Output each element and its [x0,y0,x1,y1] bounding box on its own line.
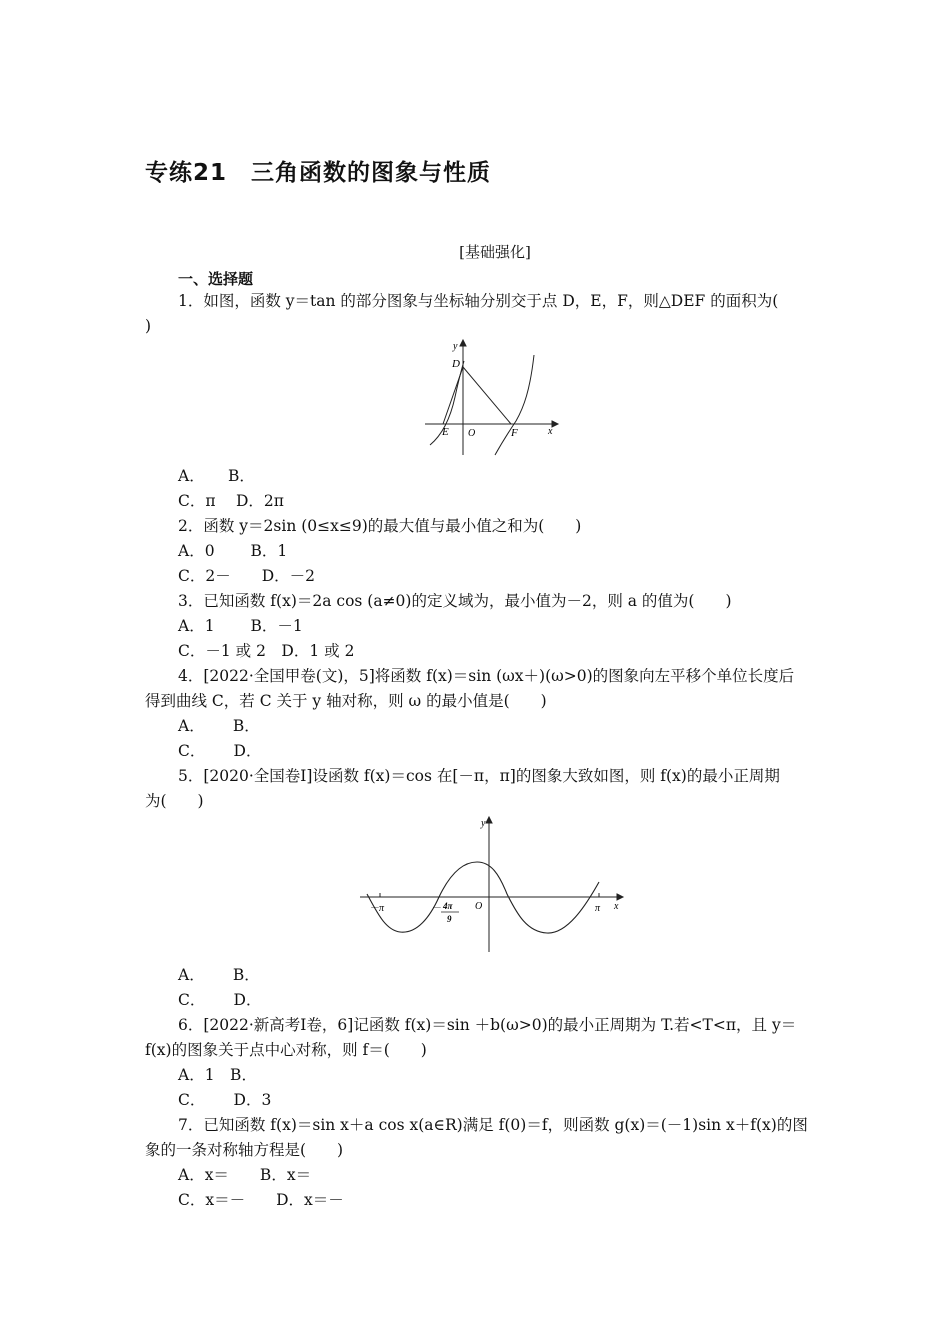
cos-curve [367,862,599,933]
question-5-options-cd: C． D． [178,991,262,1009]
point-e-label: E [442,426,449,438]
origin-label: O [468,428,476,439]
question-1-text: 1．如图，函数 y＝tan 的部分图象与坐标轴分别交于点 D，E，F，则△DEF 的面积为( [178,292,779,310]
point-d-label: D [452,358,460,370]
question-7-options-ab: A．x＝ B．x＝ [178,1166,312,1184]
question-5-text: 5．[2020·全国卷Ⅰ]设函数 f(x)＝cos 在[－π，π]的图象大致如图，则 f(x)的最小正周期 [178,767,780,785]
question-5-text-cont: 为( ) [145,792,204,810]
figure-cos-graph [355,812,630,957]
page-title: 专练21 三角函数的图象与性质 [145,160,492,186]
question-6-text: 6．[2022·新高考Ⅰ卷，6]记函数 f(x)＝sin ＋b(ω>0)的最小正周期为 T.若<T<π，且 y＝ [178,1016,797,1034]
question-3-options-cd: C．－1 或 2 D．1 或 2 [178,642,355,660]
question-5-options-ab: A． B． [178,966,260,984]
x-arrow [552,421,558,427]
question-4-text-cont: 得到曲线 C，若 C 关于 y 轴对称，则 ω 的最小值是( ) [145,692,547,710]
pi-label: π [595,903,601,914]
question-4-options-ab: A． B． [178,717,260,735]
figure-tan-graph [420,335,560,460]
x-arrow [617,894,623,900]
point-f-label: F [511,427,518,439]
section-heading: [基础强化] [459,243,531,261]
frac-minus: － [431,903,441,914]
question-4-text: 4．[2022·全国甲卷(文)，5]将函数 f(x)＝sin (ωx＋)(ω>0)的图象向左平移个单位长度后 [178,667,795,685]
question-1-options-cd: C．π D．2π [178,492,284,510]
question-6-options-ab: A．1 B． [178,1066,257,1084]
question-7-text: 7．已知函数 f(x)＝sin x＋a cos x(a∈R)满足 f(0)＝f，则函数 g(x)＝(－1)sin x＋f(x)的图 [178,1116,808,1134]
frac-denominator: 9 [447,914,452,924]
neg-pi-label: －π [369,903,385,914]
question-7-text-cont: 象的一条对称轴方程是( ) [145,1141,344,1159]
origin-label: O [475,901,483,912]
triangle-edge-de [443,367,463,424]
triangle-edge-df [463,367,511,424]
question-2-options-ab: A．0 B．1 [178,542,288,560]
question-7-options-cd: C．x＝－ D．x＝－ [178,1191,344,1209]
question-3-options-ab: A．1 B．－1 [178,617,303,635]
tan-branch-right [495,355,534,455]
question-2-text: 2．函数 y＝2sin (0≤x≤9)的最大值与最小值之和为( ) [178,517,582,535]
question-2-options-cd: C．2－ D．－2 [178,567,316,585]
question-4-options-cd: C． D． [178,742,262,760]
x-axis-label: x [614,901,619,912]
frac-numerator: 4π [443,901,453,911]
question-6-options-cd: C． D．3 [178,1091,272,1109]
question-1-options-ab: A． B． [178,467,255,485]
y-arrow [486,817,492,823]
y-arrow [460,340,466,346]
question-3-text: 3．已知函数 f(x)＝2a cos (a≠0)的定义域为，最小值为－2，则 a 的值为( ) [178,592,732,610]
y-axis-label: y [481,818,486,829]
y-axis-label: y [453,341,458,352]
question-6-text-cont: f(x)的图象关于点中心对称，则 f＝( ) [145,1041,427,1059]
question-1-text-cont: ) [145,317,152,335]
subheading: 一、选择题 [178,270,254,288]
x-axis-label: x [548,426,553,437]
